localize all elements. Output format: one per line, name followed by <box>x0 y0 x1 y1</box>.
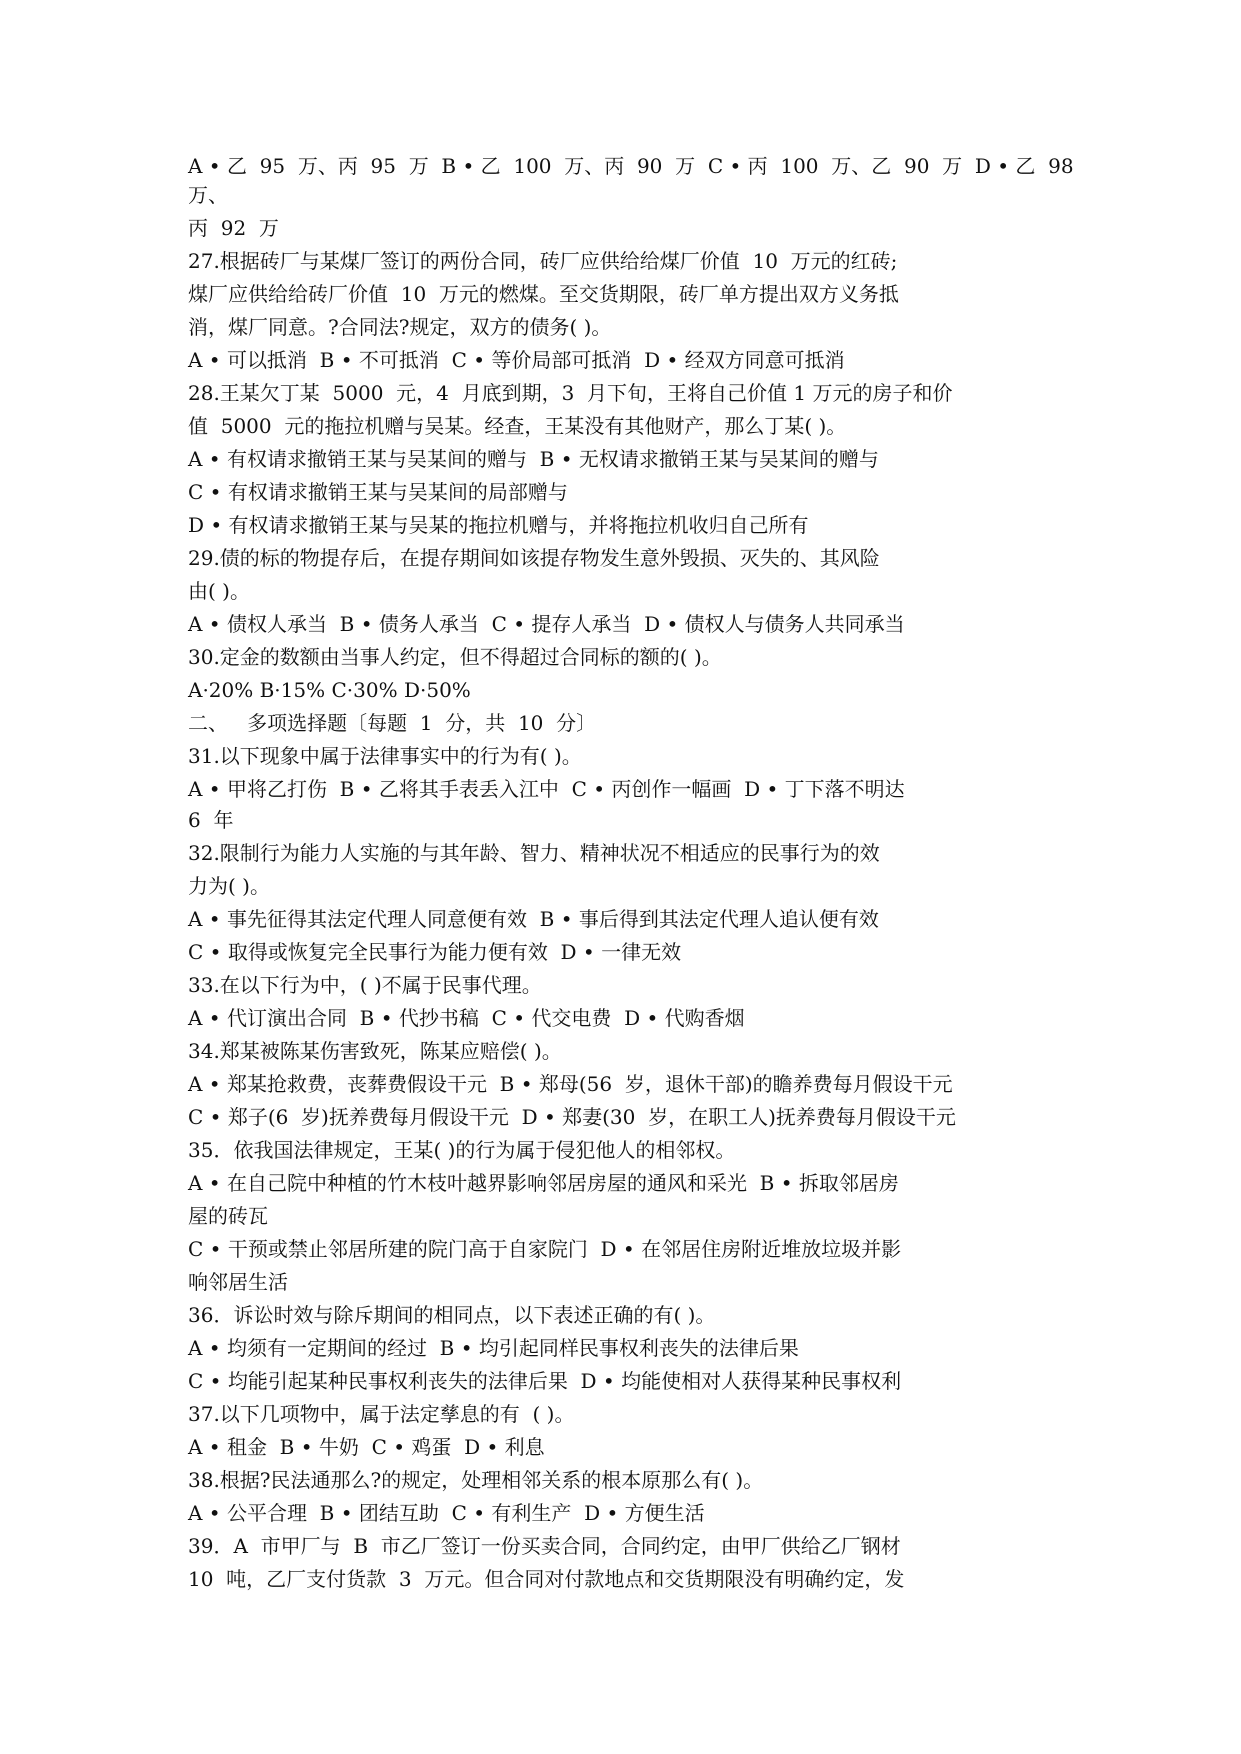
text-line: C • 取得或恢复完全民事行为能力便有效 D • 一律无效 <box>188 940 682 964</box>
text-line: 消，煤厂同意。?合同法?规定，双方的债务( )。 <box>188 315 612 339</box>
text-line: 煤厂应供给给砖厂价值 10 万元的燃煤。至交货期限，砖厂单方提出双方义务抵 <box>188 282 899 306</box>
text-line: C • 郑子(6 岁)抚养费每月假设干元 D • 郑妻(30 岁，在职工人)抚养费每月假设干元 <box>188 1105 956 1129</box>
text-line: A·20% B·15% C·30% D·50% <box>188 678 471 702</box>
text-line: 由( )。 <box>188 579 250 603</box>
text-line: 万、 <box>188 183 228 207</box>
text-line: 响邻居生活 <box>188 1270 288 1294</box>
text-line: A • 公平合理 B • 团结互助 C • 有利生产 D • 方便生活 <box>188 1501 705 1525</box>
text-line: 30.定金的数额由当事人约定，但不得超过合同标的额的( )。 <box>188 645 722 669</box>
text-line: 36．诉讼时效与除斥期间的相同点，以下表述正确的有( )。 <box>188 1303 716 1327</box>
text-line: A • 郑某抢救费，丧葬费假设干元 B • 郑母(56 岁，退休干部)的瞻养费每月假设干元 <box>188 1072 953 1096</box>
text-line: A • 可以抵消 B • 不可抵消 C • 等价局部可抵消 D • 经双方同意可抵消 <box>188 348 845 372</box>
text-line: A • 事先征得其法定代理人同意便有效 B • 事后得到其法定代理人追认便有效 <box>188 907 879 931</box>
text-line: 29.债的标的物提存后，在提存期间如该提存物发生意外毁损、灭失的、其风险 <box>188 546 880 570</box>
text-line: 27.根据砖厂与某煤厂签订的两份合同，砖厂应供给给煤厂价值 10 万元的红砖; <box>188 249 898 273</box>
text-line: A • 乙 95 万、丙 95 万 B • 乙 100 万、丙 90 万 C • 丙 100 万、乙 90 万 D • 乙 98 <box>188 154 1074 178</box>
text-line: 6 年 <box>188 808 234 832</box>
text-line: A • 债权人承当 B • 债务人承当 C • 提存人承当 D • 债权人与债务人共同承当 <box>188 612 905 636</box>
text-line: A • 甲将乙打伤 B • 乙将其手表丢入江中 C • 丙创作一幅画 D • 丁下落不明达 <box>188 777 905 801</box>
text-line: A • 租金 B • 牛奶 C • 鸡蛋 D • 利息 <box>188 1435 545 1459</box>
text-line: 力为( )。 <box>188 874 270 898</box>
text-line: A • 有权请求撤销王某与吴某间的赠与 B • 无权请求撤销王某与吴某间的赠与 <box>188 447 879 471</box>
text-line: 35．依我国法律规定，王某( )的行为属于侵犯他人的相邻权。 <box>188 1138 736 1162</box>
text-line: D • 有权请求撤销王某与吴某的拖拉机赠与，并将拖拉机收归自己所有 <box>188 513 809 537</box>
text-line: 34.郑某被陈某伤害致死，陈某应赔偿( )。 <box>188 1039 562 1063</box>
text-line: 屋的砖瓦 <box>188 1204 268 1228</box>
text-line: 33.在以下行为中，( )不属于民事代理。 <box>188 973 542 997</box>
text-line: 31.以下现象中属于法律事实中的行为有( )。 <box>188 744 582 768</box>
text-line: C • 干预或禁止邻居所建的院门高于自家院门 D • 在邻居住房附近堆放垃圾并影 <box>188 1237 902 1261</box>
text-line: 32.限制行为能力人实施的与其年龄、智力、精神状况不相适应的民事行为的效 <box>188 841 880 865</box>
text-line: A • 代订演出合同 B • 代抄书稿 C • 代交电费 D • 代购香烟 <box>188 1006 745 1030</box>
text-line: A • 在自己院中种植的竹木枝叶越界影响邻居房屋的通风和采光 B • 拆取邻居房 <box>188 1171 899 1195</box>
text-line: 丙 92 万 <box>188 216 279 240</box>
text-line: C • 均能引起某种民事权利丧失的法律后果 D • 均能使相对人获得某种民事权利 <box>188 1369 902 1393</box>
text-line: 10 吨，乙厂支付货款 3 万元。但合同对付款地点和交货期限没有明确约定，发 <box>188 1567 905 1591</box>
text-line: 37.以下几项物中，属于法定孳息的有 ( )。 <box>188 1402 575 1426</box>
text-line: 值 5000 元的拖拉机赠与吴某。经查，王某没有其他财产，那么丁某( )。 <box>188 414 847 438</box>
text-line: A • 均须有一定期间的经过 B • 均引起同样民事权利丧失的法律后果 <box>188 1336 799 1360</box>
text-line: 28.王某欠丁某 5000 元，4 月底到期，3 月下旬，王将自己价值 1 万元的房子和价 <box>188 381 953 405</box>
text-line: C • 有权请求撤销王某与吴某间的局部赠与 <box>188 480 568 504</box>
section-heading: 二、 多项选择题〔每题 1 分，共 10 分〕 <box>188 711 597 735</box>
text-line: 39．A 市甲厂与 B 市乙厂签订一份买卖合同，合同约定，由甲厂供给乙厂钢材 <box>188 1534 901 1558</box>
text-line: 38.根据?民法通那么?的规定，处理相邻关系的根本原那么有( )。 <box>188 1468 764 1492</box>
